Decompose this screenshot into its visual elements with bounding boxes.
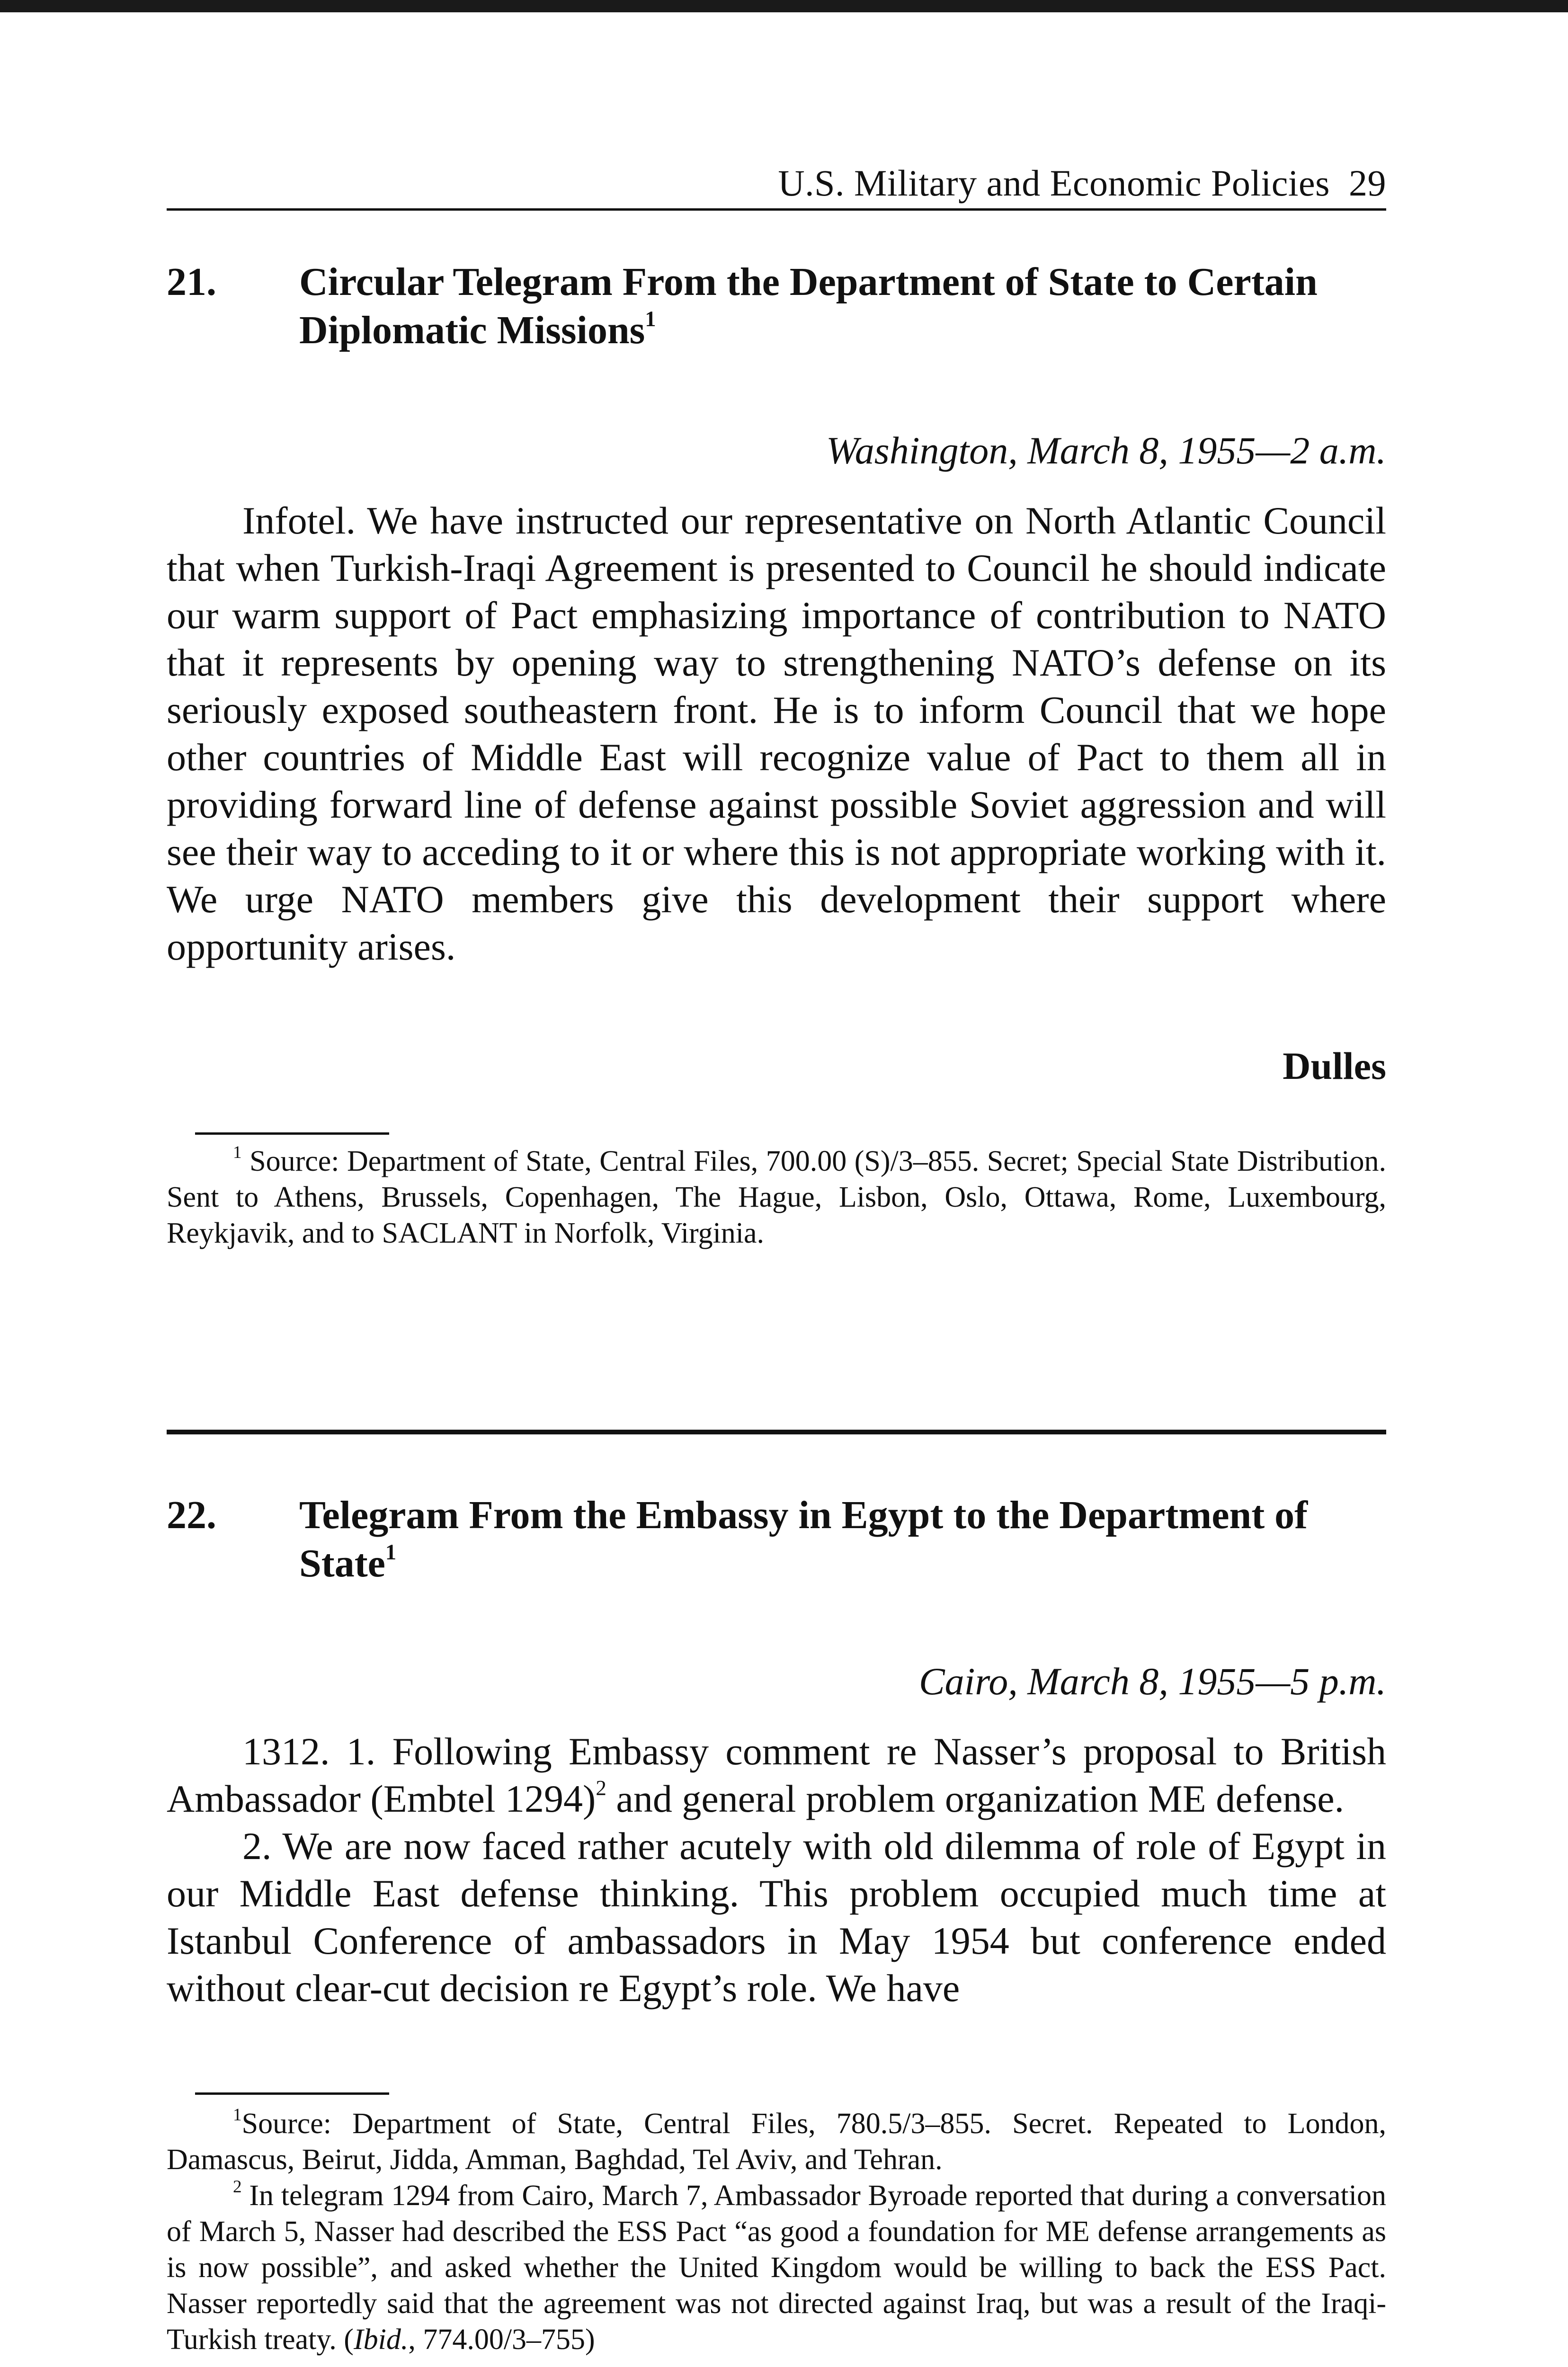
doc-22-footnote-1-text: Source: Department of State, Central Files, 780.5/3–855. Secret. Repeated to London, Damascus, Beirut, Jidda, Amman, Baghdad, Tel Aviv, and Tehran.	[167, 2108, 1386, 2176]
doc-22-footnote-1	[167, 2106, 1386, 2178]
doc-22-paragraph-1-note: 2	[596, 1776, 606, 1800]
doc-21-title-block	[299, 258, 1386, 355]
doc-22-paragraph-2: 2. We are now faced rather acutely with old dilemma of role of Egypt in our Middle East defense thinking. This problem occupied much time at Istanbul Conference of ambassadors in May 1954 but conference ended without clear-cut decision re Egypt’s role. We have	[167, 1824, 1386, 2010]
doc-21-dateline: Washington, March 8, 1955—2 a.m.	[826, 429, 1386, 472]
section-divider	[167, 1430, 1386, 1434]
doc-22-footnote-rule	[195, 2092, 389, 2095]
doc-22-dateline: Cairo, March 8, 1955—5 p.m.	[918, 1660, 1386, 1703]
doc-21-footnote-1-mark: 1	[233, 1142, 242, 1162]
doc-22-title-note: 1	[385, 1540, 397, 1565]
doc-22-footnote-2-ibid: Ibid.	[353, 2323, 409, 2356]
doc-21-paragraph: Infotel. We have instructed our representative on North Atlantic Council that when Turkish-Iraqi Agreement is presented to Council he should indicate our warm support of Pact emphasizing importance of contribution to NATO that it represents by opening way to strengthening NATO’s defense on its seriously exposed southeastern front. He is to inform Council that we hope other countries of Middle East will recognize value of Pact to them all in providing forward line of defense against possible Soviet aggression and will see their way to acceding to it or where this is not appropriate working with it. We urge NATO members give this development their support where opportunity arises.	[167, 499, 1386, 968]
doc-21-footnote-1	[167, 1143, 1386, 1251]
doc-22-title: Telegram From the Embassy in Egypt to the Department of State	[299, 1493, 1308, 1585]
doc-21-footnote-rule-wrap	[167, 1132, 1386, 1135]
doc-21-footnote-rule	[195, 1132, 389, 1135]
running-head-text: U.S. Military and Economic Policies 29	[778, 162, 1386, 204]
doc-22-paragraph-1	[167, 1728, 1386, 1823]
doc-22-footnote-2	[167, 2178, 1386, 2358]
doc-22-footnote-2-tail: , 774.00/3–755)	[408, 2323, 595, 2356]
doc-22-number: 22.	[167, 1493, 216, 1537]
running-head	[167, 156, 1386, 211]
doc-22-footnote-1-mark: 1	[233, 2105, 242, 2125]
doc-22-footnote-2-text: In telegram 1294 from Cairo, March 7, Ambassador Byroade reported that during a conversation of March 5, Nasser had described the ESS Pact “as good a foundation for ME defense arrangements as is now possible”, and asked whether the United Kingdom would be willing to back the ESS Pact. Nasser reportedly said that the agreement was not directed against Iraq, but was a result of the Iraqi-Turkish treaty. (	[167, 2180, 1387, 2356]
doc-22-paragraph-1-after: and general problem organization ME defense.	[606, 1777, 1345, 1820]
scan-top-edge	[0, 0, 1568, 12]
doc-21-signature: Dulles	[1283, 1044, 1386, 1087]
doc-21-number: 21.	[167, 260, 216, 304]
doc-21-footnotes	[167, 1143, 1386, 1251]
doc-22-title-block	[299, 1491, 1386, 1588]
doc-22-footnotes	[167, 2106, 1386, 2358]
doc-21-title-note: 1	[645, 307, 656, 331]
doc-22-paragraph-1-before: 1312. 1. Following Embassy comment re Nasser’s proposal to British Ambassador (Embtel 1294)	[167, 1730, 1386, 1820]
doc-21-title: Circular Telegram From the Department of State to Certain Diplomatic Missions	[299, 260, 1318, 352]
doc-22-heading	[167, 1491, 1386, 1591]
doc-21-heading	[167, 258, 1386, 357]
doc-22-footnote-rule-wrap	[167, 2092, 1386, 2095]
doc-22-body	[167, 1728, 1386, 2012]
doc-21-footnote-1-text: Source: Department of State, Central Files, 700.00 (S)/3–855. Secret; Special State Distribution. Sent to Athens, Brussels, Copenhagen, The Hague, Lisbon, Oslo, Ottawa, Rome, Luxembourg, Reykjavik, and to SACLANT in Norfolk, Virginia.	[167, 1145, 1387, 1249]
doc-22-footnote-2-mark: 2	[233, 2177, 242, 2197]
doc-21-body	[167, 497, 1386, 970]
